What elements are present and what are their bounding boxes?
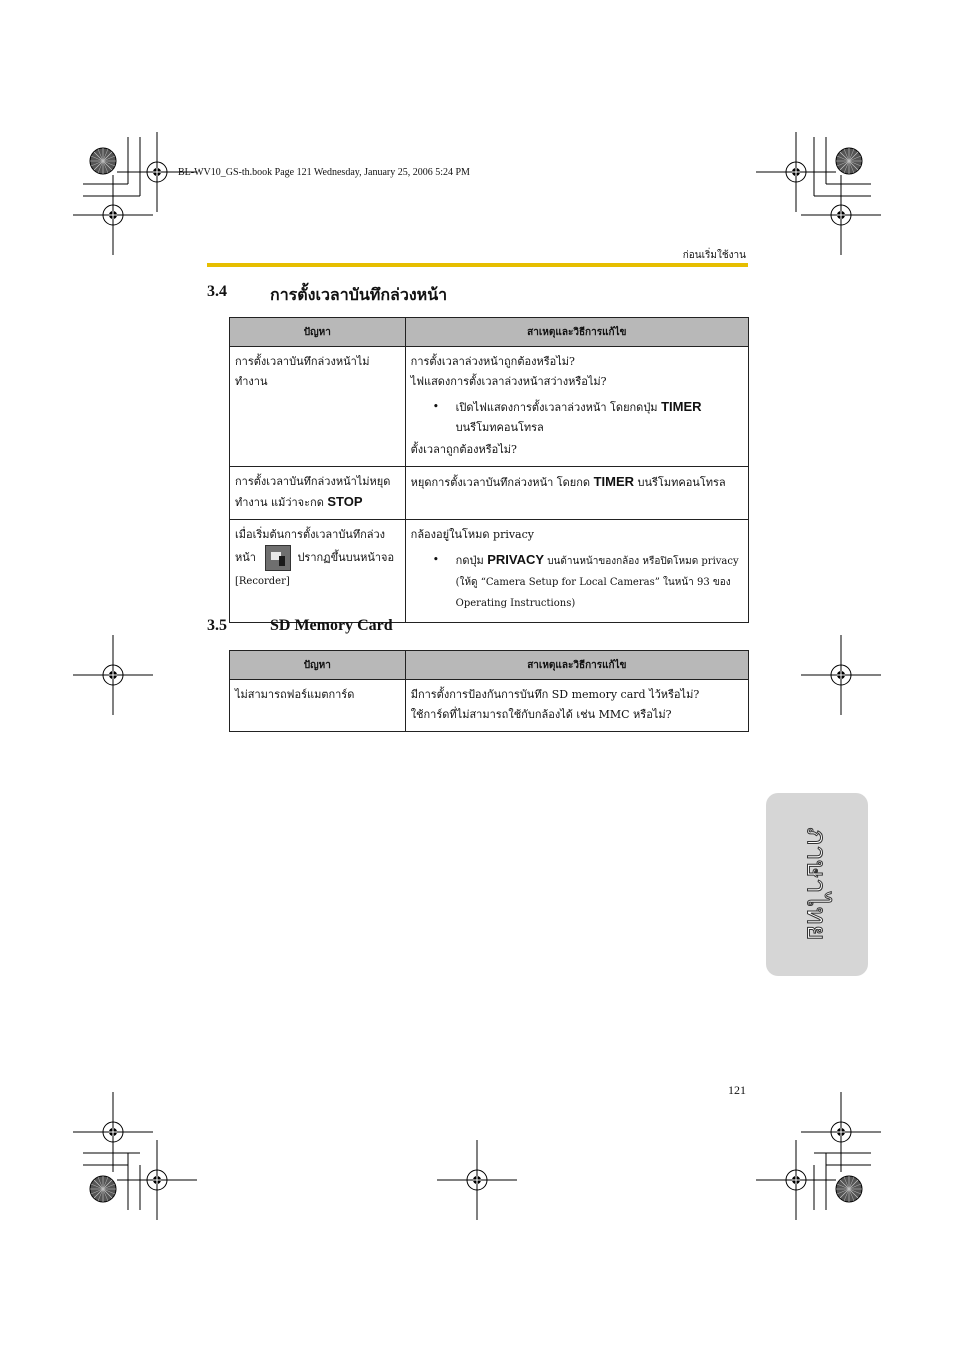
- solution-line: ใช้การ์ดที่ไม่สามารถใช้กับกล้องได้ เช่น MMC หรือไม่?: [410, 708, 672, 721]
- solution-line: มีการตั้งการป้องกันการบันทึก SD memory card ไว้หรือไม่?: [410, 688, 700, 701]
- print-header: BL-WV10_GS-th.book Page 121 Wednesday, January 25, 2006 5:24 PM: [178, 167, 470, 178]
- column-header-problem: ปัญหา: [230, 318, 406, 347]
- solution-line: กล้องอยู่ในโหมด privacy: [410, 528, 534, 541]
- column-header-solution: สาเหตุและวิธีการแก้ไข: [405, 651, 748, 680]
- language-side-tab: [766, 793, 868, 976]
- recorder-timer-icon: [265, 545, 291, 571]
- solution-text: บนรีโมทคอนโทรล: [634, 476, 726, 489]
- table-header-row: [230, 318, 749, 347]
- solution-text: หยุดการตั้งเวลาบันทึกล่วงหน้า โดยกด: [410, 476, 594, 489]
- problem-cell: การตั้งเวลาบันทึกล่วงหน้าไม่ทำงาน: [230, 347, 406, 467]
- bullet-text: กดปุ่ม: [455, 554, 488, 567]
- section-title: การตั้งเวลาบันทึกล่วงหน้า: [270, 287, 448, 304]
- solution-line: ไฟแสดงการตั้งเวลาล่วงหน้าสว่างหรือไม่?: [410, 375, 607, 388]
- problem-note: [Recorder]: [235, 576, 290, 587]
- table-header-row: [230, 651, 749, 680]
- table-row: [230, 467, 749, 520]
- key-label-privacy: PRIVACY: [487, 552, 545, 567]
- bullet-dot: •: [432, 400, 440, 413]
- language-tab-label: ภาษาไทย: [800, 827, 832, 941]
- key-label-stop: STOP: [327, 494, 363, 509]
- section-number: 3.5: [207, 617, 227, 634]
- solution-line: การตั้งเวลาล่วงหน้าถูกต้องหรือไม่?: [410, 355, 575, 368]
- solution-bullet: [411, 550, 743, 614]
- key-label-timer: TIMER: [661, 399, 702, 414]
- solution-bullet: [411, 397, 743, 438]
- problem-cell: [230, 520, 406, 623]
- bullet-text: บนรีโมทคอนโทรล: [455, 421, 544, 434]
- solution-cell: [405, 680, 748, 732]
- solution-cell: [405, 347, 748, 467]
- solution-cell: [405, 467, 748, 520]
- bullet-text: เปิดไฟแสดงการตั้งเวลาล่วงหน้า โดยกดปุ่ม: [455, 401, 662, 414]
- bullet-dot: •: [432, 553, 440, 566]
- problem-text: เมื่อเริ่มต้นการตั้งเวลาบันทึกล่วงหน้า: [235, 528, 386, 564]
- section-number: 3.4: [207, 283, 227, 300]
- problem-cell: [230, 467, 406, 520]
- solution-line: ตั้งเวลาถูกต้องหรือไม่?: [410, 443, 517, 456]
- problem-text: การตั้งเวลาบันทึกล่วงหน้าไม่หยุดทำงาน แม้ว่าจะกด: [235, 475, 391, 509]
- troubleshooting-table-timer: [229, 317, 749, 623]
- section-title: SD Memory Card: [270, 617, 393, 634]
- solution-cell: [405, 520, 748, 623]
- page-number: 121: [728, 1083, 746, 1097]
- key-label-timer: TIMER: [593, 474, 635, 489]
- table-row: [230, 680, 749, 732]
- header-rule: [207, 263, 748, 267]
- problem-cell: ไม่สามารถฟอร์แมตการ์ด: [230, 680, 406, 732]
- table-row: [230, 520, 749, 623]
- column-header-problem: ปัญหา: [230, 651, 406, 680]
- table-row: [230, 347, 749, 467]
- column-header-solution: สาเหตุและวิธีการแก้ไข: [405, 318, 748, 347]
- troubleshooting-table-sd-card: [229, 650, 749, 732]
- problem-text: ปรากฏขึ้นบนหน้าจอ: [297, 551, 395, 564]
- running-section-header: ก่อนเริ่มใช้งาน: [682, 250, 746, 261]
- bullet-text: บนด้านหน้าของกล้อง หรือปิดโหมด privacy (ให้ดู “Camera Setup for Local Cameras” ในหน้า 93 ของ Operating Instructions): [455, 556, 739, 609]
